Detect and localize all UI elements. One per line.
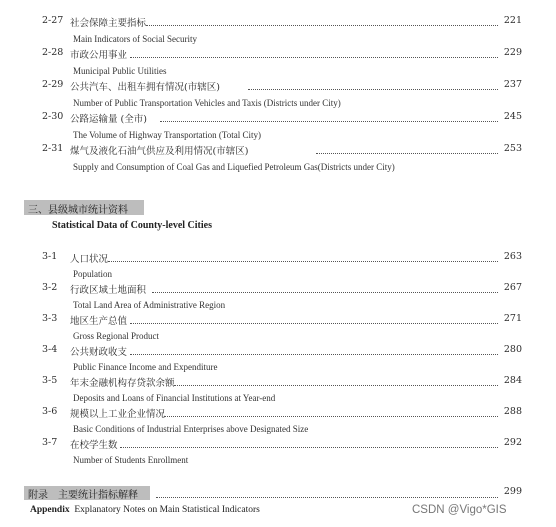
dot-leader	[248, 89, 498, 90]
entry-title-zh: 市政公用事业	[70, 50, 128, 61]
entry-page-number: 280	[503, 344, 522, 355]
entry-number: 3-3	[42, 313, 58, 324]
dot-leader	[164, 416, 498, 417]
entry-title-en: Basic Conditions of Industrial Enterprises above Designated Size	[73, 424, 309, 434]
section-title-en: Statistical Data of County-level Cities	[52, 220, 212, 231]
appendix-title-en-text: Explanatory Notes on Main Statistical Indicators	[74, 505, 260, 515]
dot-leader	[130, 323, 498, 324]
entry-page-number: 288	[503, 406, 522, 417]
entry-title-zh: 公路运输量 (全市)	[70, 114, 147, 125]
entry-page-number: 292	[503, 437, 522, 448]
entry-title-en: Number of Students Enrollment	[73, 455, 189, 465]
entry-title-en: Public Finance Income and Expenditure	[73, 362, 218, 372]
dot-leader	[108, 261, 498, 262]
entry-page-number: 221	[503, 15, 522, 26]
entry-number: 3-4	[42, 344, 58, 355]
entry-number: 2-27	[42, 15, 64, 26]
appendix-title-en	[30, 505, 260, 515]
dot-leader	[146, 25, 498, 26]
appendix-title-zh[interactable]: 附录 主要统计指标解释	[28, 490, 138, 501]
entry-title-en: Total Land Area of Administrative Region	[73, 300, 226, 310]
entry-title-zh: 公共汽车、出租车拥有情况(市辖区)	[70, 82, 220, 93]
section-title-zh[interactable]: 三、县级城市统计资料	[28, 205, 128, 216]
entry-title-zh: 公共财政收支	[70, 347, 128, 358]
entry-title-zh: 社会保障主要指标	[70, 18, 147, 29]
entry-number: 3-5	[42, 375, 58, 386]
entry-title-zh: 地区生产总值	[70, 316, 128, 327]
entry-title-en: Deposits and Loans of Financial Institutions at Year-end	[73, 393, 276, 403]
dot-leader	[316, 153, 498, 154]
entry-title-en: Gross Regional Product	[73, 331, 159, 341]
entry-number: 3-7	[42, 437, 58, 448]
entry-number: 2-29	[42, 79, 64, 90]
entry-page-number: 253	[503, 143, 522, 154]
entry-title-zh: 人口状况	[70, 254, 109, 265]
entry-title-en: The Volume of Highway Transportation (Total City)	[73, 130, 262, 140]
entry-title-zh: 行政区域土地面积	[70, 285, 147, 296]
entry-page-number: 245	[503, 111, 522, 122]
entry-title-zh: 煤气及液化石油气供应及利用情况(市辖区)	[70, 146, 249, 157]
dot-leader	[130, 57, 498, 58]
dot-leader	[174, 385, 498, 386]
dot-leader	[130, 354, 498, 355]
entry-title-en: Number of Public Transportation Vehicles and Taxis (Districts under City)	[73, 98, 341, 108]
dot-leader	[152, 292, 498, 293]
entry-page-number: 263	[503, 251, 522, 262]
entry-number: 2-30	[42, 111, 64, 122]
appendix-page-number: 299	[503, 486, 522, 497]
entry-title-zh: 年末金融机构存贷款余额	[70, 378, 175, 389]
dot-leader	[120, 447, 498, 448]
entry-title-zh: 在校学生数	[70, 440, 118, 451]
entry-number: 3-6	[42, 406, 58, 417]
entry-title-zh: 规模以上工业企业情况	[70, 409, 166, 420]
appendix-label: Appendix	[30, 505, 70, 515]
dot-leader	[156, 497, 498, 498]
entry-number: 2-28	[42, 47, 64, 58]
watermark: CSDN @Vigo*GIS	[412, 504, 507, 516]
entry-title-en: Main Indicators of Social Security	[73, 34, 197, 44]
entry-number: 3-2	[42, 282, 58, 293]
dot-leader	[160, 121, 498, 122]
entry-title-en: Municipal Public Utilities	[73, 66, 167, 76]
entry-page-number: 267	[503, 282, 522, 293]
entry-number: 2-31	[42, 143, 64, 154]
entry-page-number: 237	[503, 79, 522, 90]
entry-number: 3-1	[42, 251, 58, 262]
entry-title-en: Population	[73, 269, 113, 279]
entry-page-number: 284	[503, 375, 522, 386]
entry-page-number: 229	[503, 47, 522, 58]
entry-page-number: 271	[503, 313, 522, 324]
entry-title-en: Supply and Consumption of Coal Gas and Liquefied Petroleum Gas(Districts under City)	[73, 162, 395, 172]
